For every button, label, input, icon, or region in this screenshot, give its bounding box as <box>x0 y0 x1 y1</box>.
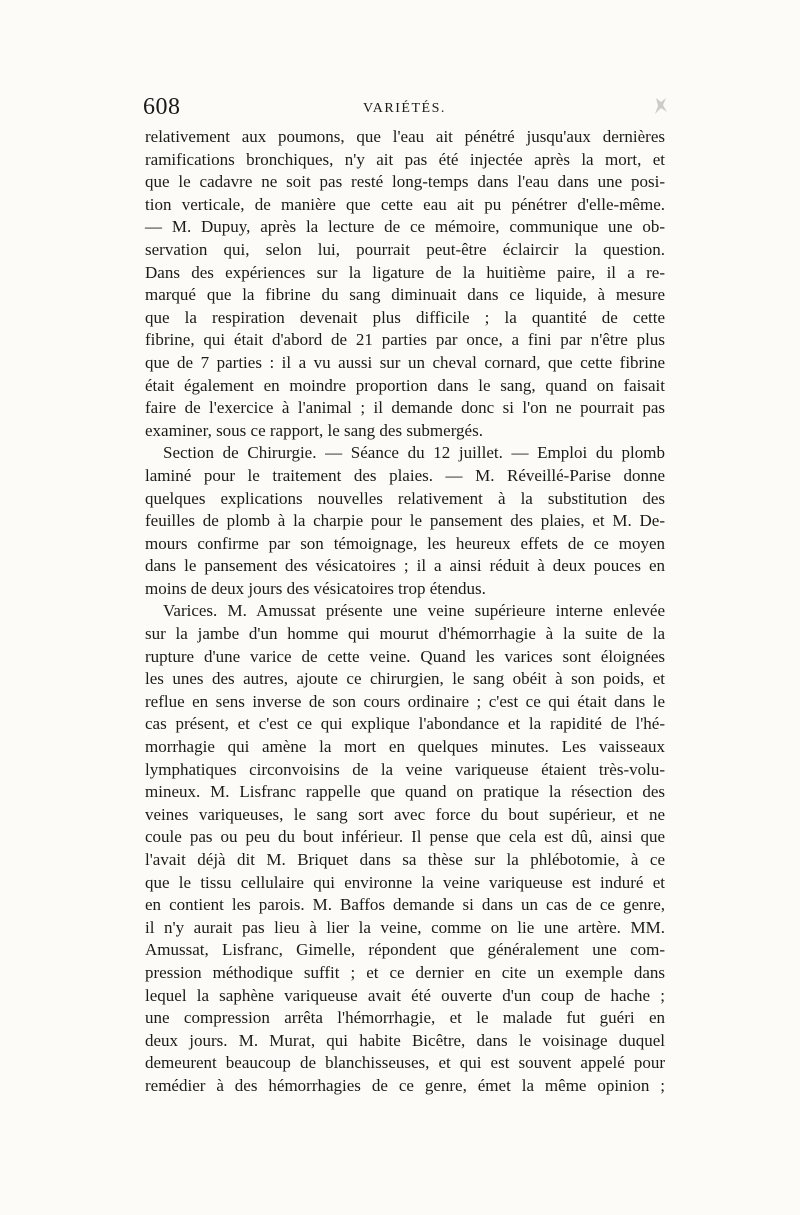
text-line: coule pas ou peu du bout inférieur. Il pense que cela est dû, ainsi que <box>145 827 665 847</box>
text-line: ramifications bronchiques, n'y ait pas été injectée après la mort, et <box>145 149 665 169</box>
text-line: était également en moindre proportion dans le sang, quand on faisait <box>145 375 665 395</box>
text-line: Dans des expériences sur la ligature de la huitième paire, il a re- <box>145 262 665 282</box>
text-line: servation qui, selon lui, pourrait peut-être éclaircir la question. <box>145 239 665 259</box>
text-line: remédier à des hémorrhagies de ce genre, émet la même opinion ; <box>145 1075 665 1095</box>
text-line: — M. Dupuy, après la lecture de ce mémoire, communique une ob- <box>145 217 665 237</box>
library-stamp-mark <box>653 96 669 116</box>
text-line: mours confirme par son témoignage, les heureux effets de ce moyen <box>145 533 665 553</box>
text-line: une compression arrêta l'hémorrhagie, et le malade fut guéri en <box>145 1008 665 1028</box>
running-head: VARIÉTÉS. <box>363 101 446 116</box>
page-header <box>143 94 673 124</box>
text-line: Amussat, Lisfranc, Gimelle, répondent que généralement une com- <box>145 940 665 960</box>
text-line: morrhagie qui amène la mort en quelques minutes. Les vaisseaux <box>145 737 665 757</box>
text-line: les unes des autres, ajoute ce chirurgien, le sang obéit à son poids, et <box>145 669 665 689</box>
text-line: demeurent beaucoup de blanchisseuses, et qui est souvent appelé pour <box>145 1053 665 1073</box>
text-line: que de 7 parties : il a vu aussi sur un cheval cornard, que cette fibrine <box>145 352 665 372</box>
text-line: veines variqueuses, le sang sort avec force du bout supérieur, et ne <box>145 804 665 824</box>
text-line: sur la jambe d'un homme qui mourut d'hémorrhagie à la suite de la <box>145 624 665 644</box>
text-line: en contient les parois. M. Baffos demande si dans un cas de ce genre, <box>145 895 665 915</box>
text-line: examiner, sous ce rapport, le sang des submergés. <box>145 420 483 440</box>
text-line: fibrine, qui était d'abord de 21 parties par once, a fini par n'être plus <box>145 330 665 350</box>
text-line: il n'y aurait pas lieu à lier la veine, comme on lie une artère. MM. <box>145 917 665 937</box>
text-line: Varices. M. Amussat présente une veine supérieure interne enlevée <box>163 601 665 621</box>
text-line: tion verticale, de manière que cette eau ait pu pénétrer d'elle-même. <box>145 194 665 214</box>
body-text <box>145 126 665 1098</box>
text-line: lequel la saphène variqueuse avait été ouverte d'un coup de hache ; <box>145 985 665 1005</box>
text-line: quelques explications nouvelles relativement à la substitution des <box>145 488 665 508</box>
text-line: marqué que la fibrine du sang diminuait dans ce liquide, à mesure <box>145 285 665 305</box>
text-line: laminé pour le traitement des plaies. — M. Réveillé-Parise donne <box>145 465 665 485</box>
text-line: lymphatiques circonvoisins de la veine variqueuse étaient très-volu- <box>145 759 665 779</box>
text-line: que le cadavre ne soit pas resté long-temps dans l'eau dans une posi- <box>145 172 665 192</box>
text-line: pression méthodique suffit ; et ce dernier en cite un exemple dans <box>145 962 665 982</box>
text-line: relativement aux poumons, que l'eau ait pénétré jusqu'aux dernières <box>145 127 665 146</box>
text-line: que le tissu cellulaire qui environne la veine variqueuse est induré et <box>145 872 665 892</box>
text-line: Section de Chirurgie. — Séance du 12 juillet. — Emploi du plomb <box>163 443 665 463</box>
text-line: l'avait déjà dit M. Briquet dans sa thèse sur la phlébotomie, à ce <box>145 850 665 869</box>
text-line: moins de deux jours des vésicatoires trop étendus. <box>145 578 486 598</box>
text-line: que la respiration devenait plus difficile ; la quantité de cette <box>145 307 665 327</box>
text-line: cas présent, et c'est ce qui explique l'abondance et la rapidité de l'hé- <box>145 714 665 734</box>
text-line: reflue en sens inverse de son cours ordinaire ; c'est ce qui était dans le <box>145 691 665 711</box>
text-line: faire de l'exercice à l'animal ; il demande donc si l'on ne pourrait pas <box>145 398 665 418</box>
page-number: 608 <box>143 94 181 120</box>
text-line: rupture d'une varice de cette veine. Quand les varices sont éloignées <box>145 646 665 666</box>
text-line: mineux. M. Lisfranc rappelle que quand on pratique la résection des <box>145 782 665 802</box>
text-line: dans le pansement des vésicatoires ; il a ainsi réduit à deux pouces en <box>145 556 665 576</box>
text-line: feuilles de plomb à la charpie pour le pansement des plaies, et M. De- <box>145 511 665 531</box>
text-line: deux jours. M. Murat, qui habite Bicêtre, dans le voisinage duquel <box>145 1030 665 1050</box>
